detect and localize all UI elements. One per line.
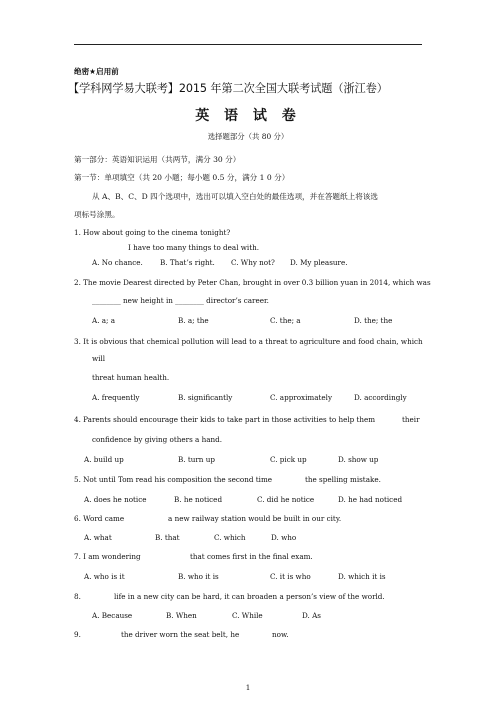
option-c[interactable]: C. Why not? — [231, 258, 275, 267]
section1-heading: 第一节：单项填空（共 20 小题；每小题 0.5 分，满分 1 0 分） — [74, 173, 290, 182]
option-d[interactable]: D. My pleasure. — [290, 258, 348, 267]
question-7-stem: 7. I am wondering — [74, 552, 141, 561]
option-a[interactable]: A. No chance. — [92, 258, 143, 267]
question-7-stem-end: that comes first in the final exam. — [190, 552, 313, 561]
option-a[interactable]: A. build up — [84, 455, 124, 464]
question-4-options — [0, 455, 496, 465]
option-d[interactable]: D. As — [302, 611, 321, 620]
question-8-options — [0, 611, 496, 621]
option-c[interactable]: C. did he notice — [257, 495, 315, 504]
option-a[interactable]: A. frequently — [92, 393, 140, 402]
option-d[interactable]: D. show up — [338, 455, 379, 464]
question-5-options — [0, 495, 496, 505]
question-2-stem: 2. The movie Dearest directed by Peter Chan, brought in over 0.3 billion yuan in 2014, which was — [74, 278, 431, 287]
page-number: 1 — [245, 683, 251, 692]
subject-title: 英 语 试 卷 — [195, 108, 301, 124]
question-8-stem: 8. — [74, 592, 81, 601]
question-9-stem-mid: the driver worn the seat belt, he — [121, 630, 240, 639]
question-1-stem: 1. How about going to the cinema tonight? — [74, 228, 231, 237]
question-9-stem: 9. — [74, 630, 81, 639]
option-c[interactable]: C. which — [214, 533, 246, 542]
option-d[interactable]: D. accordingly — [354, 393, 407, 402]
option-d[interactable]: D. he had noticed — [338, 495, 403, 504]
option-c[interactable]: C. pick up — [270, 455, 307, 464]
exam-title: 【学科网学易大联考】2015 年第二次全国大联考试题（浙江卷） — [68, 82, 388, 95]
option-d[interactable]: D. the; the — [354, 316, 393, 325]
option-a[interactable]: A. who is it — [84, 572, 125, 581]
option-c[interactable]: C. the; a — [270, 316, 301, 325]
option-b[interactable]: B. who it is — [178, 572, 219, 581]
option-a[interactable]: A. Because — [92, 611, 133, 620]
question-3-options — [0, 393, 496, 403]
option-b[interactable]: B. he noticed — [174, 495, 223, 504]
option-c[interactable]: C. While — [232, 611, 263, 620]
question-2-options — [0, 316, 496, 326]
option-d[interactable]: D. who — [271, 533, 297, 542]
option-a[interactable]: A. does he notice — [84, 495, 147, 504]
question-5-stem-end: the spelling mistake. — [305, 475, 381, 484]
question-6-stem: 6. Word came — [74, 514, 125, 523]
option-c[interactable]: C. approximately — [270, 393, 333, 402]
option-a[interactable]: A. a; a — [92, 316, 116, 325]
question-8-stem-end: life in a new city can be hard, it can broaden a person’s view of the world. — [114, 592, 385, 601]
option-b[interactable]: B. When — [166, 611, 197, 620]
option-c[interactable]: C. it is who — [270, 572, 311, 581]
question-7-options — [0, 572, 496, 582]
option-b[interactable]: B. That’s right. — [160, 258, 215, 267]
header-rule — [74, 44, 422, 45]
option-b[interactable]: B. turn up — [178, 455, 215, 464]
question-1-options — [0, 258, 496, 268]
option-a[interactable]: A. what — [84, 533, 112, 542]
question-1-stem2: I have too many things to deal with. — [128, 243, 260, 252]
option-b[interactable]: B. significantly — [178, 393, 233, 402]
option-d[interactable]: D. which it is — [338, 572, 386, 581]
question-6-stem-end: a new railway station would be built in our city. — [168, 514, 342, 523]
question-2-stem2: ________ new height in ________ director’s career. — [92, 296, 269, 305]
option-b[interactable]: B. that — [155, 533, 180, 542]
secret-label: 绝密★启用前 — [74, 67, 119, 76]
question-3-stem2: will — [92, 354, 106, 363]
question-4-stem2: confidence by giving others a hand. — [92, 435, 223, 444]
instruction-line2: 项标号涂黑。 — [74, 210, 120, 219]
option-b[interactable]: B. a; the — [178, 316, 209, 325]
question-3-stem3: threat human health. — [92, 373, 170, 382]
question-4-stem: 4. Parents should encourage their kids to take part in those activities to help them — [74, 415, 376, 424]
question-9-stem-end: now. — [272, 630, 289, 639]
instruction-line1: 从 A、B、C、D 四个选项中，选出可以填入空白处的最佳选项，并在答题纸上将该选 — [92, 192, 378, 201]
question-6-options — [0, 533, 496, 543]
question-5-stem: 5. Not until Tom read his composition the second time — [74, 475, 273, 484]
part1-heading: 第一部分：英语知识运用（共两节，满分 30 分） — [74, 155, 241, 164]
section-title: 选择题部分（共 80 分） — [207, 132, 289, 141]
question-4-stem-end: their — [402, 415, 420, 424]
question-3-stem: 3. It is obvious that chemical pollution will lead to a threat to agriculture and food chain, which — [74, 337, 423, 346]
